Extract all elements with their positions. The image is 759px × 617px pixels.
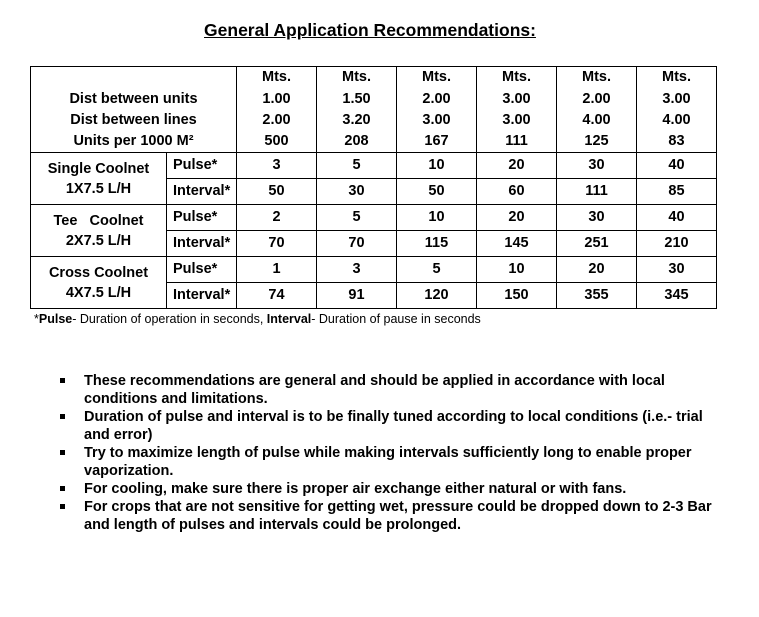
interval-term: Interval xyxy=(266,312,312,326)
table-cell: 40 xyxy=(637,153,717,179)
list-item xyxy=(56,480,716,498)
table-cell: 167 xyxy=(397,131,477,153)
interval-definition: - Duration of pause in seconds xyxy=(311,312,481,326)
bullet-icon xyxy=(60,378,65,383)
pulse-label: Pulse* xyxy=(167,257,237,283)
table-cell: 3.00 xyxy=(477,110,557,131)
group-flow: 2X7.5 L/H xyxy=(65,232,132,249)
unit-cell: Mts. xyxy=(317,67,397,89)
table-cell: 1 xyxy=(237,257,317,283)
bullet-icon xyxy=(60,486,65,491)
table-row xyxy=(31,131,717,153)
group-label-cell xyxy=(31,205,167,257)
table-cell: 2.00 xyxy=(557,89,637,110)
table-cell: 2.00 xyxy=(237,110,317,131)
table-cell: 500 xyxy=(237,131,317,153)
table-row xyxy=(31,89,717,110)
table-cell: 3.00 xyxy=(477,89,557,110)
group-flow: 4X7.5 L/H xyxy=(65,284,132,301)
note-text: For crops that are not sensitive for getting wet, pressure could be dropped down to 2-3 Bar and length of pulses and intervals could be prolonged. xyxy=(84,499,712,533)
note-text: Try to maximize length of pulse while making intervals sufficiently long to enable proper vaporization. xyxy=(84,445,692,479)
table-cell: 1.50 xyxy=(317,89,397,110)
table-cell: 30 xyxy=(557,153,637,179)
table-cell: 20 xyxy=(557,257,637,283)
table-cell: 20 xyxy=(477,205,557,231)
list-item xyxy=(56,408,716,444)
table-cell: 40 xyxy=(637,205,717,231)
table-row xyxy=(31,110,717,131)
table-cell: 345 xyxy=(637,283,717,309)
note-text: Duration of pulse and interval is to be finally tuned according to local conditions (i.e.- trial and error) xyxy=(84,409,703,443)
table-cell: 210 xyxy=(637,231,717,257)
row-label: Dist between lines xyxy=(31,110,237,131)
blank-header-cell xyxy=(31,67,237,89)
group-flow: 1X7.5 L/H xyxy=(65,180,132,197)
interval-label: Interval* xyxy=(167,179,237,205)
table-cell: 2.00 xyxy=(397,89,477,110)
bullet-icon xyxy=(60,450,65,455)
table-cell: 85 xyxy=(637,179,717,205)
table-cell: 50 xyxy=(397,179,477,205)
table-cell: 5 xyxy=(317,153,397,179)
unit-cell: Mts. xyxy=(397,67,477,89)
table-cell: 10 xyxy=(397,153,477,179)
table-cell: 3.00 xyxy=(397,110,477,131)
table-cell: 145 xyxy=(477,231,557,257)
table-cell: 83 xyxy=(637,131,717,153)
page-title: General Application Recommendations: xyxy=(204,20,536,40)
row-label: Dist between units xyxy=(31,89,237,110)
interval-label: Interval* xyxy=(167,283,237,309)
table-cell: 5 xyxy=(317,205,397,231)
table-cell: 30 xyxy=(557,205,637,231)
unit-cell: Mts. xyxy=(637,67,717,89)
table-cell: 30 xyxy=(637,257,717,283)
table-cell: 70 xyxy=(237,231,317,257)
table-cell: 4.00 xyxy=(557,110,637,131)
group-label-cell xyxy=(31,153,167,205)
table-cell: 3.00 xyxy=(637,89,717,110)
table-cell: 1.00 xyxy=(237,89,317,110)
table-cell: 70 xyxy=(317,231,397,257)
table-cell: 2 xyxy=(237,205,317,231)
table-cell: 208 xyxy=(317,131,397,153)
group-name: Cross Coolnet xyxy=(48,264,149,281)
footnote xyxy=(34,312,481,326)
table-cell: 60 xyxy=(477,179,557,205)
table-cell: 150 xyxy=(477,283,557,309)
table-cell: 251 xyxy=(557,231,637,257)
group-label-cell xyxy=(31,257,167,309)
footnote-marker: * xyxy=(34,312,39,326)
interval-label: Interval* xyxy=(167,231,237,257)
pulse-row xyxy=(31,153,717,179)
unit-cell: Mts. xyxy=(237,67,317,89)
bullet-icon xyxy=(60,504,65,509)
pulse-definition: - Duration of operation in seconds, xyxy=(72,312,267,326)
note-text: For cooling, make sure there is proper air exchange either natural or with fans. xyxy=(84,481,627,497)
table-cell: 120 xyxy=(397,283,477,309)
unit-cell: Mts. xyxy=(477,67,557,89)
table-cell: 3 xyxy=(317,257,397,283)
table-cell: 10 xyxy=(397,205,477,231)
table-cell: 91 xyxy=(317,283,397,309)
table-cell: 111 xyxy=(557,179,637,205)
pulse-row xyxy=(31,257,717,283)
table-cell: 3.20 xyxy=(317,110,397,131)
table-cell: 3 xyxy=(237,153,317,179)
table-cell: 50 xyxy=(237,179,317,205)
recommendations-table xyxy=(30,66,717,309)
list-item xyxy=(56,444,716,480)
table-cell: 30 xyxy=(317,179,397,205)
table-cell: 115 xyxy=(397,231,477,257)
table-cell: 125 xyxy=(557,131,637,153)
list-item xyxy=(56,372,716,408)
notes-list xyxy=(56,372,716,534)
table-cell: 355 xyxy=(557,283,637,309)
table-cell: 10 xyxy=(477,257,557,283)
pulse-label: Pulse* xyxy=(167,153,237,179)
table-cell: 20 xyxy=(477,153,557,179)
table-cell: 111 xyxy=(477,131,557,153)
bullet-icon xyxy=(60,414,65,419)
table-cell: 4.00 xyxy=(637,110,717,131)
table-cell: 5 xyxy=(397,257,477,283)
unit-header-row xyxy=(31,67,717,89)
unit-cell: Mts. xyxy=(557,67,637,89)
row-label: Units per 1000 M² xyxy=(31,131,237,153)
group-name: Tee Coolnet xyxy=(53,212,144,229)
group-name: Single Coolnet xyxy=(47,160,150,177)
pulse-term: Pulse xyxy=(38,312,73,326)
note-text: These recommendations are general and should be applied in accordance with local conditions and limitations. xyxy=(84,373,665,407)
table-cell: 74 xyxy=(237,283,317,309)
list-item xyxy=(56,498,716,534)
pulse-row xyxy=(31,205,717,231)
pulse-label: Pulse* xyxy=(167,205,237,231)
